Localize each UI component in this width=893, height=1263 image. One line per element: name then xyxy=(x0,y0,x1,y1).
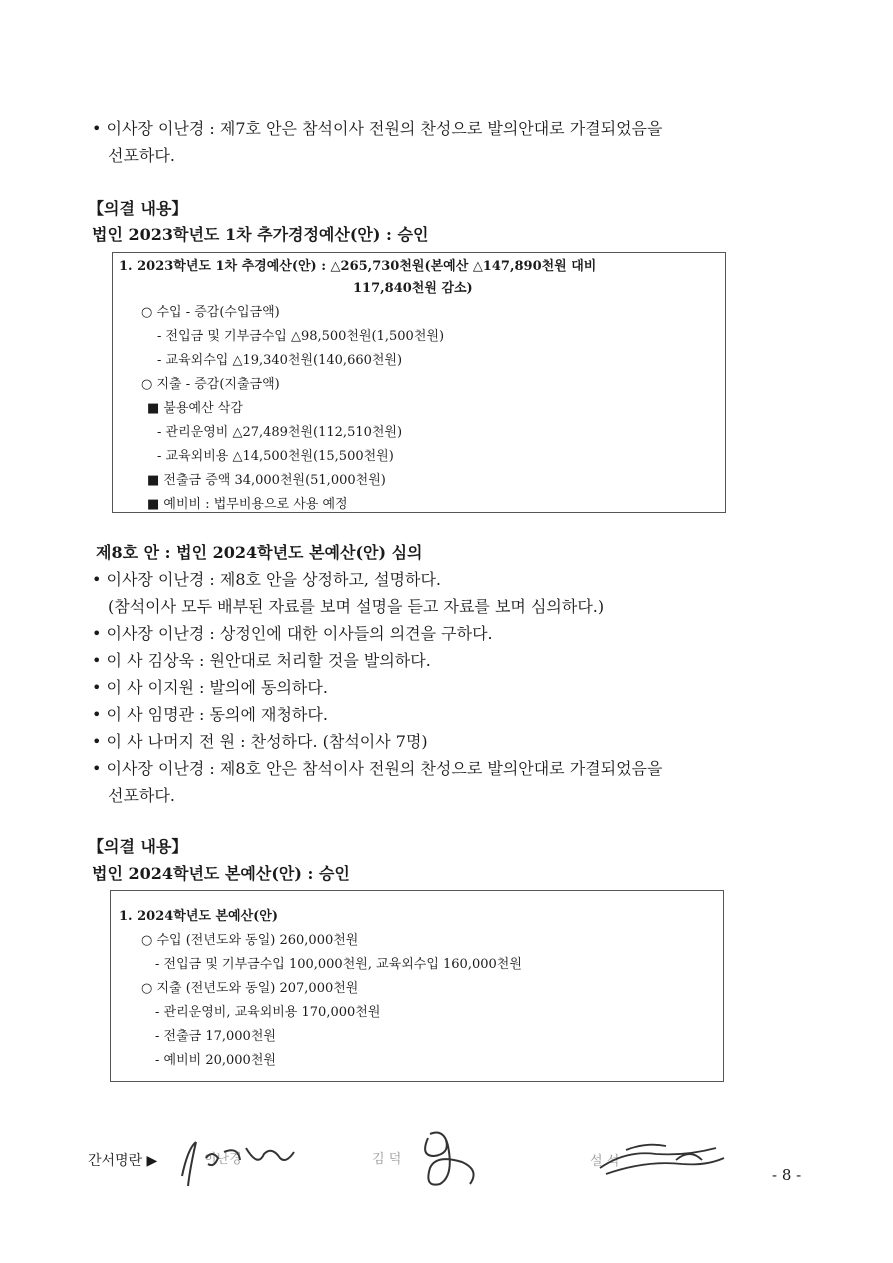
minutes-line: • 이사장 이난경 : 제8호 안은 참석이사 전원의 찬성으로 발의안대로 가결되었음을 xyxy=(92,759,663,778)
closing-statement-7-cont: 선포하다. xyxy=(108,146,175,165)
closing-statement-7: • 이사장 이난경 : 제7호 안은 참석이사 전원의 찬성으로 발의안대로 가결되었음을 xyxy=(92,119,663,138)
minutes-line: • 이사장 이난경 : 제8호 안을 상정하고, 설명하다. xyxy=(92,570,441,589)
budget-item: ■ 불용예산 삭감 xyxy=(147,401,243,416)
budget-item: ■ 전출금 증액 34,000천원(51,000천원) xyxy=(147,473,386,488)
budget-item: - 교육외비용 △14,500천원(15,500천원) xyxy=(157,449,394,464)
box-title: 1. 2024학년도 본예산(안) xyxy=(119,909,279,924)
handwritten-signature-3 xyxy=(586,1130,736,1186)
resolution-header: 【의결 내용】 xyxy=(88,199,188,218)
minutes-line: • 이 사 이지원 : 발의에 동의하다. xyxy=(92,678,328,697)
handwritten-signature-1 xyxy=(168,1128,308,1188)
budget-item: - 전출금 17,000천원 xyxy=(155,1029,276,1044)
resolution-title: 법인 2023학년도 1차 추가경정예산(안) : 승인 xyxy=(92,225,429,244)
box-title-line1: 1. 2023학년도 1차 추경예산(안) : △265,730천원(본예산 △147,890천원 대비 xyxy=(119,259,597,274)
box-title-line2: 117,840천원 감소) xyxy=(353,281,473,296)
expense-heading: ○ 지출 (전년도와 동일) 207,000천원 xyxy=(141,981,359,996)
minutes-line: • 이 사 나머지 전 원 : 찬성하다. (참석이사 7명) xyxy=(92,732,428,751)
supplementary-budget-box xyxy=(112,252,726,513)
page-number: - 8 - xyxy=(772,1166,802,1184)
income-change-heading: ○ 수입 - 증감(수입금액) xyxy=(141,305,280,320)
signer-1-name: 이난경 xyxy=(204,1152,242,1167)
resolution-header-2: 【의결 내용】 xyxy=(88,837,188,856)
expense-change-heading: ○ 지출 - 증감(지출금액) xyxy=(141,377,280,392)
signature-2 xyxy=(370,1126,510,1190)
minutes-line: (참석이사 모두 배부된 자료를 보며 설명을 듣고 자료를 보며 심의하다.) xyxy=(108,597,605,616)
signature-1 xyxy=(168,1128,308,1188)
agenda-title-8: 제8호 안 : 법인 2024학년도 본예산(안) 심의 xyxy=(96,543,423,562)
signature-3 xyxy=(586,1130,736,1186)
main-budget-box xyxy=(110,890,724,1082)
income-heading: ○ 수입 (전년도와 동일) 260,000천원 xyxy=(141,933,359,948)
minutes-line: • 이사장 이난경 : 상정인에 대한 이사들의 의견을 구하다. xyxy=(92,624,493,643)
budget-item: - 교육외수입 △19,340천원(140,660천원) xyxy=(157,353,403,368)
budget-item: - 예비비 20,000천원 xyxy=(155,1053,276,1068)
budget-item: ■ 예비비 : 법무비용으로 사용 예정 xyxy=(147,497,348,512)
signer-3-name: 설 석 xyxy=(590,1154,620,1169)
signer-2-name: 김 덕 xyxy=(372,1152,402,1167)
sign-label: 간서명란 ▶ xyxy=(88,1153,158,1169)
budget-item: - 전입금 및 기부금수입 △98,500천원(1,500천원) xyxy=(157,329,445,344)
handwritten-signature-2 xyxy=(370,1126,510,1190)
resolution-title-2: 법인 2024학년도 본예산(안) : 승인 xyxy=(92,864,350,883)
budget-item: - 관리운영비 △27,489천원(112,510천원) xyxy=(157,425,403,440)
minutes-line: 선포하다. xyxy=(108,786,175,805)
budget-item: - 관리운영비, 교육외비용 170,000천원 xyxy=(155,1005,381,1020)
budget-item: - 전입금 및 기부금수입 100,000천원, 교육외수입 160,000천원 xyxy=(155,957,522,972)
minutes-line: • 이 사 김상욱 : 원안대로 처리할 것을 발의하다. xyxy=(92,651,431,670)
minutes-line: • 이 사 임명관 : 동의에 재청하다. xyxy=(92,705,328,724)
